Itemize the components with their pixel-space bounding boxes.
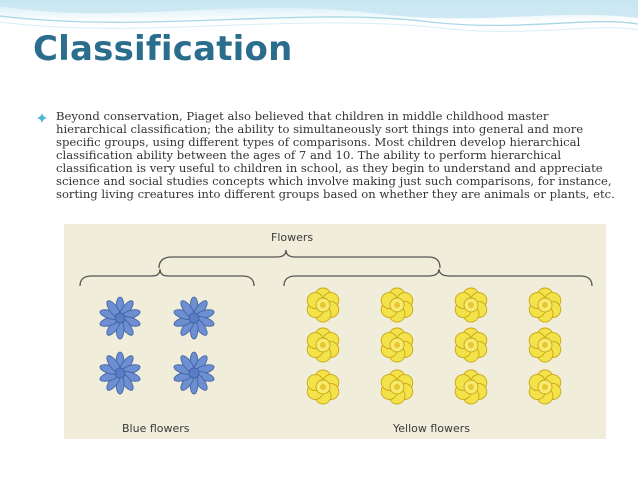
yellow-flower <box>526 328 563 362</box>
yellow-flowers-label: Yellow flowers <box>393 422 471 435</box>
blue-flower <box>173 352 215 394</box>
yellow-flower <box>526 370 563 404</box>
yellow-flower <box>452 288 489 322</box>
yellow-flower <box>304 370 341 404</box>
bullet-text: Beyond conservation, Piaget also believed that children in middle childhood master hierarchical classification; the ability to simultaneously sort things into general and more specific groups, using different types of comparisons. Most children develop hierarchical classification ability between the ages of 7 and 10. The ability to perform hierarchical classification is very useful to children in school, as they begin to understand and appreciate science and social studies concepts which involve making just such comparisons, for instance, sorting living creatures into different groups based on whether they are animals or plants, etc. <box>56 109 615 201</box>
yellow-flower <box>378 328 415 362</box>
yellow-flower <box>304 288 341 322</box>
slide-title: Classification <box>33 29 293 69</box>
yellow-flower <box>452 328 489 362</box>
yellow-flower <box>378 370 415 404</box>
yellow-flower <box>378 288 415 322</box>
blue-flowers-brace <box>80 269 254 286</box>
blue-flower <box>99 297 141 339</box>
blue-flower <box>99 352 141 394</box>
yellow-flower <box>304 328 341 362</box>
classification-illustration <box>64 224 606 439</box>
blue-flowers-label: Blue flowers <box>122 422 190 435</box>
bullet-icon <box>36 112 48 124</box>
flowers-brace <box>159 250 440 268</box>
blue-flower <box>173 297 215 339</box>
yellow-flower <box>452 370 489 404</box>
flowers-label: Flowers <box>271 231 314 244</box>
yellow-flower <box>526 288 563 322</box>
illustration-drawing <box>64 224 606 439</box>
bullet-paragraph <box>36 110 616 201</box>
yellow-flowers-brace <box>284 269 592 286</box>
